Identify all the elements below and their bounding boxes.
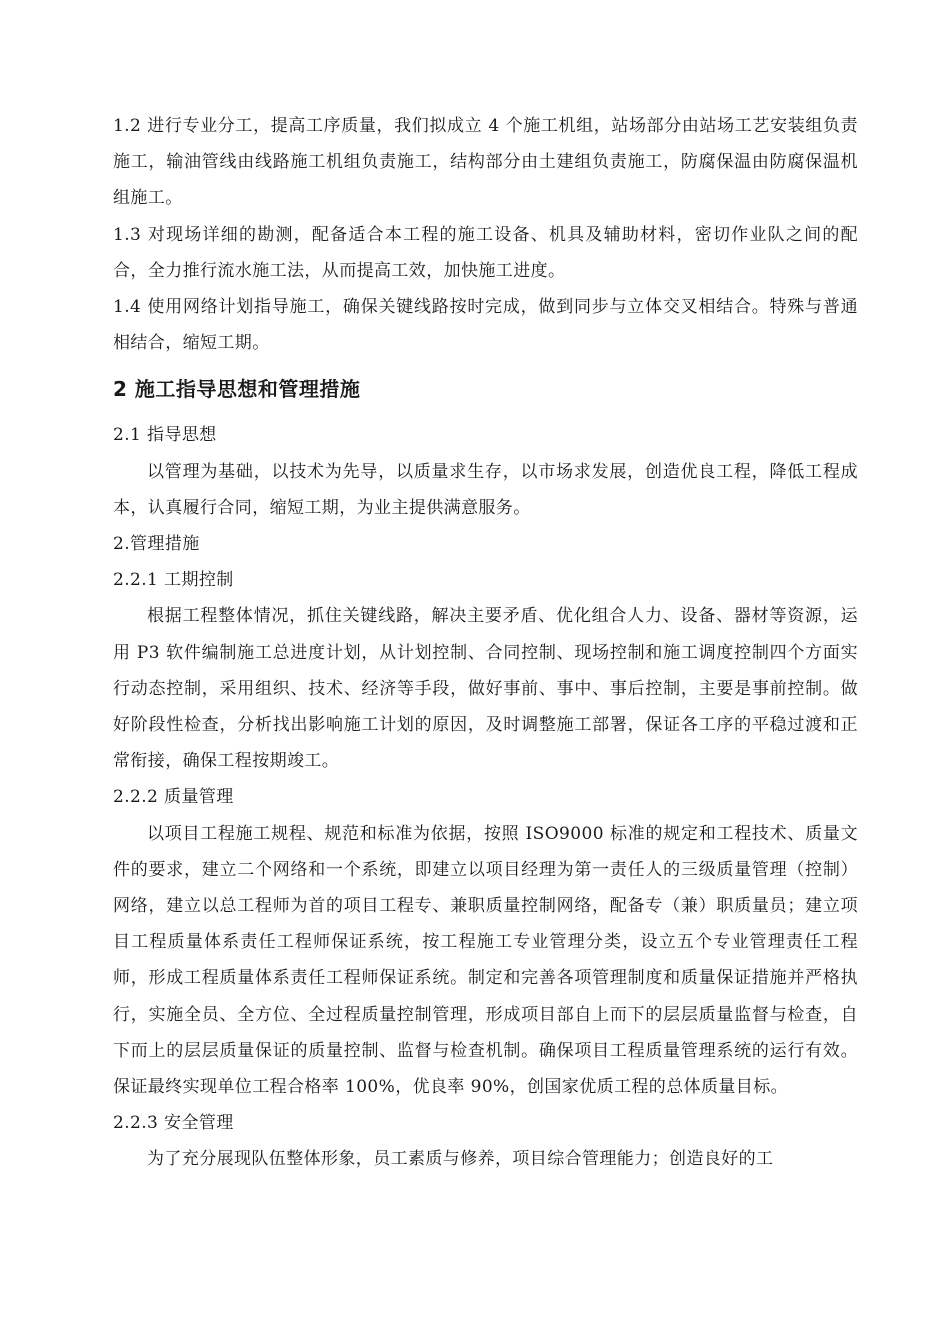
subsection-label-2-2-3: 2.2.3 安全管理: [113, 1113, 234, 1134]
subsection-label-2-2: 2.管理措施: [113, 534, 200, 555]
paragraph-2-2-1: 根据工程整体情况，抓住关键线路，解决主要矛盾、优化组合人力、设备、器材等资源，运用 P3 软件编制施工总进度计划，从计划控制、合同控制、现场控制和施工调度控制四个方面实行动态控制，采用组织、技术、经济等手段，做好事前、事中、事后控制，主要是事前控制。做好阶段性检查，分析找出影响施工计划的原因，及时调整施工部署，保证各工序的平稳过渡和正常衔接，确保工程按期竣工。: [113, 606, 858, 772]
paragraph-1-4: 1.4 使用网络计划指导施工，确保关键线路按时完成，做到同步与立体交叉相结合。特殊与普通相结合，缩短工期。: [113, 297, 858, 354]
section-heading-2: 2 施工指导思想和管理措施: [113, 377, 361, 402]
subsection-label-2-2-2: 2.2.2 质量管理: [113, 787, 234, 808]
paragraph-2-2-3: 为了充分展现队伍整体形象，员工素质与修养，项目综合管理能力；创造良好的工: [147, 1149, 774, 1170]
paragraph-1-3: 1.3 对现场详细的勘测，配备适合本工程的施工设备、机具及辅助材料，密切作业队之间的配合，全力推行流水施工法，从而提高工效，加快施工进度。: [113, 224, 858, 281]
paragraph-2-1: 以管理为基础，以技术为先导，以质量求生存，以市场求发展，创造优良工程，降低工程成本，认真履行合同，缩短工期，为业主提供满意服务。: [113, 461, 858, 518]
document-page: [113, 108, 858, 1178]
paragraph-2-2-2: 以项目工程施工规程、规范和标准为依据，按照 ISO9000 标准的规定和工程技术、质量文件的要求，建立二个网络和一个系统，即建立以项目经理为第一责任人的三级质量管理（控制）网络，建立以总工程师为首的项目工程专、兼职质量控制网络，配备专（兼）职质量员；建立项目工程质量体系责任工程师保证系统，按工程施工专业管理分类，设立五个专业管理责任工程师，形成工程质量体系责任工程师保证系统。制定和完善各项管理制度和质量保证措施并严格执行，实施全员、全方位、全过程质量控制管理，形成项目部自上而下的层层质量监督与检查，自下而上的层层质量保证的质量控制、监督与检查机制。确保项目工程质量管理系统的运行有效。保证最终实现单位工程合格率 100%，优良率 90%，创国家优质工程的总体质量目标。: [113, 823, 858, 1098]
subsection-label-2-2-1: 2.2.1 工期控制: [113, 570, 234, 591]
subsection-label-2-1: 2.1 指导思想: [113, 425, 217, 446]
paragraph-1-2: 1.2 进行专业分工，提高工序质量，我们拟成立 4 个施工机组，站场部分由站场工艺安装组负责施工，输油管线由线路施工机组负责施工，结构部分由土建组负责施工，防腐保温由防腐保温机组施工。: [113, 116, 858, 209]
